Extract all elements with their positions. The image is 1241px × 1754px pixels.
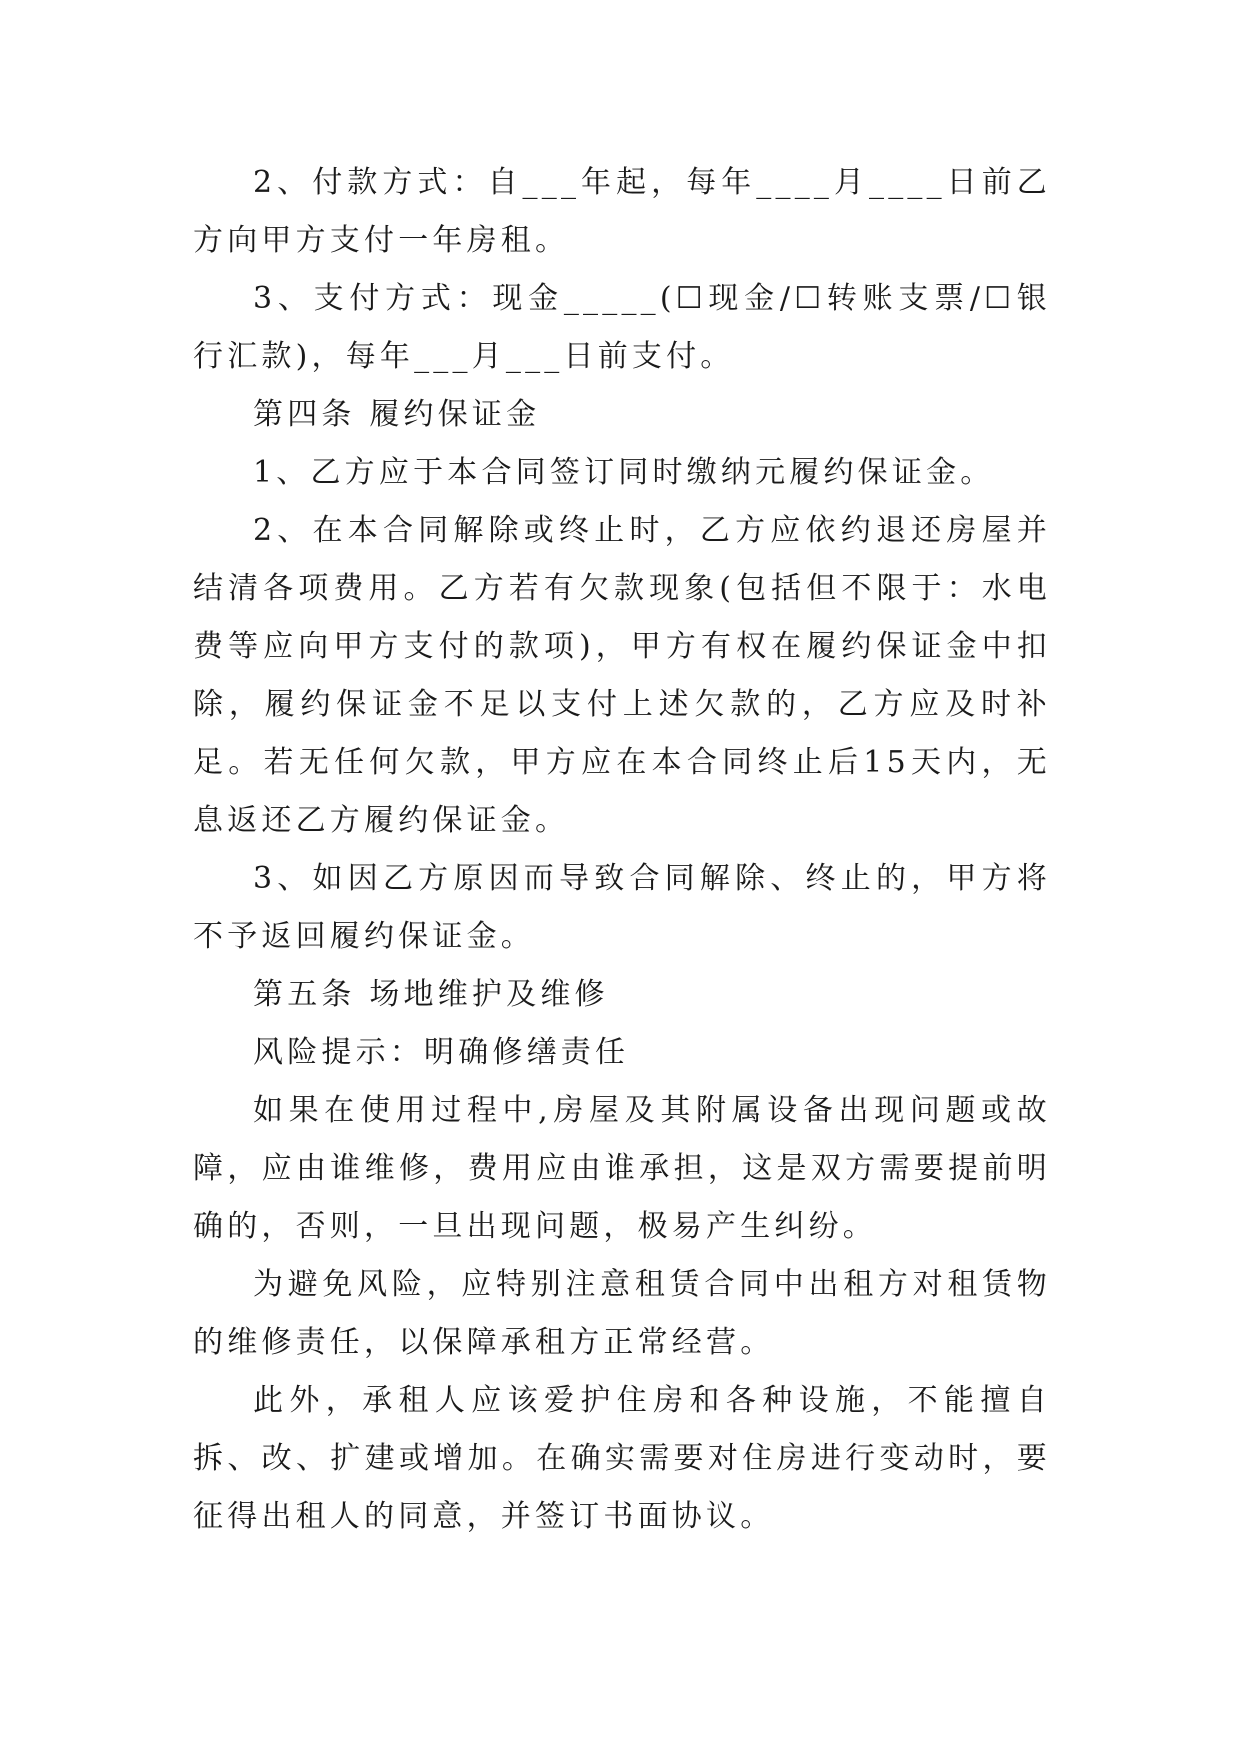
deposit-clause-3: 3、如因乙方原因而导致合同解除、终止的，甲方将不予返回履约保证金。 (193, 861, 1051, 954)
risk-tip-heading: 风险提示：明确修缮责任 (253, 1035, 630, 1070)
document-body (193, 154, 1051, 1546)
payment-method-clause: 2、付款方式：自___年起，每年____月____日前乙方向甲方支付一年房租。 (193, 165, 1051, 258)
deposit-clause-2: 2、在本合同解除或终止时，乙方应依约退还房屋并结清各项费用。乙方若有欠款现象(包括但不限于：水电费等应向甲方支付的款项)，甲方有权在履约保证金中扣除，履约保证金不足以支付上述欠款的，乙方应及时补足。若无任何欠款，甲方应在本合同终止后15天内，无息返还乙方履约保证金。 (193, 513, 1051, 838)
repair-paragraph-3: 此外，承租人应该爱护住房和各种设施，不能擅自拆、改、扩建或增加。在确实需要对住房进行变动时，要征得出租人的同意，并签订书面协议。 (193, 1383, 1051, 1534)
article-4-heading: 第四条 履约保证金 (253, 397, 541, 432)
repair-paragraph-1: 如果在使用过程中,房屋及其附属设备出现问题或故障，应由谁维修，费用应由谁承担，这是双方需要提前明确的，否则，一旦出现问题，极易产生纠纷。 (193, 1093, 1051, 1244)
deposit-clause-1: 1、乙方应于本合同签订同时缴纳元履约保证金。 (253, 455, 995, 490)
article-5-heading: 第五条 场地维护及维修 (253, 977, 609, 1012)
repair-paragraph-2: 为避免风险，应特别注意租赁合同中出租方对租赁物的维修责任，以保障承租方正常经营。 (193, 1267, 1051, 1360)
payment-means-clause: 3、支付方式：现金_____(☐现金/☐转账支票/☐银行汇款)，每年___月___日前支付。 (193, 281, 1051, 374)
